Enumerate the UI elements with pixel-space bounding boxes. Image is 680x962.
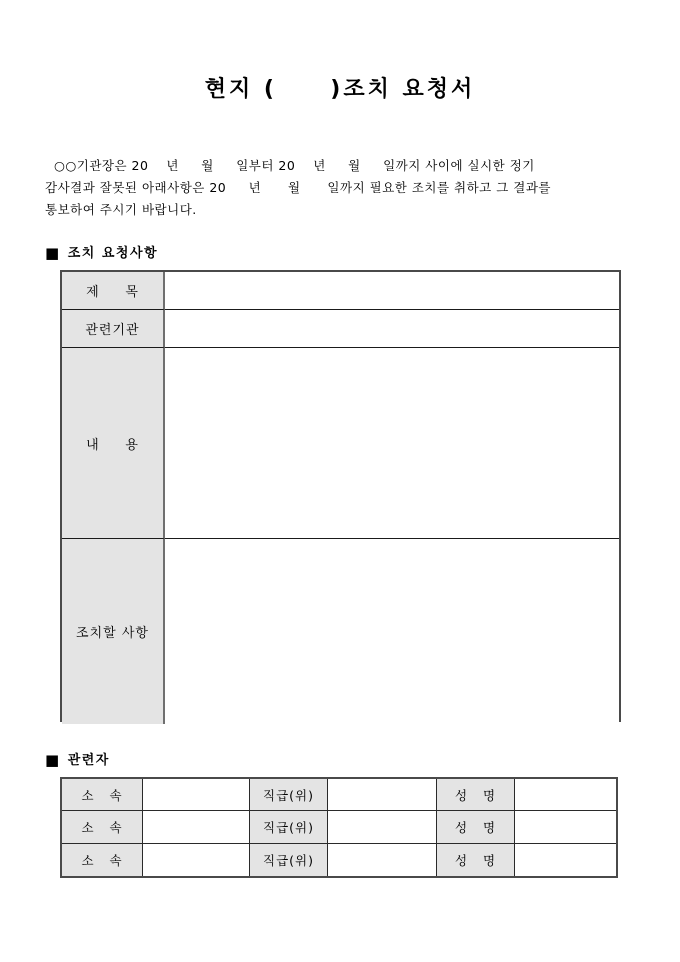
related-table-name-label: 성 명 [437,779,515,811]
request-table-label-actions: 조치할 사항 [62,539,165,724]
request-table-label-title: 제 목 [62,272,165,310]
related-table-name-label: 성 명 [437,844,515,876]
section-bullet-icon: ■ [45,244,61,262]
related-table-affiliation-value[interactable] [143,811,250,843]
section-heading-request [45,242,158,262]
related-table-affiliation-value[interactable] [143,844,250,876]
related-table-name-value[interactable] [515,811,616,843]
related-table-name-value[interactable] [515,844,616,876]
intro-line: 감사결과 잘못된 아래사항은 20 년 월 일까지 필요한 조치를 취하고 그 결과를 [45,180,551,195]
related-table-affiliation-label: 소 속 [62,779,143,811]
request-table-label-content: 내 용 [62,348,165,539]
request-table-value-actions[interactable] [165,539,619,724]
related-table-affiliation-label: 소 속 [62,811,143,843]
intro-paragraph [45,155,645,221]
section-heading-label: 관련자 [67,753,110,768]
section-heading-label: 조치 요청사항 [67,246,159,261]
related-table-position-label: 직급(위) [250,779,328,811]
related-table-position-value[interactable] [328,811,437,843]
related-table [60,777,618,878]
related-table-position-label: 직급(위) [250,811,328,843]
request-table-label-agency: 관련기관 [62,310,165,348]
related-table-position-value[interactable] [328,844,437,876]
related-table-position-label: 직급(위) [250,844,328,876]
page-title: 현지 ( )조치 요청서 [204,77,476,102]
request-table [60,270,621,722]
section-heading-related [45,749,110,769]
intro-line: 통보하여 주시기 바랍니다. [45,202,197,217]
related-table-affiliation-value[interactable] [143,779,250,811]
related-table-affiliation-label: 소 속 [62,844,143,876]
request-table-value-content[interactable] [165,348,619,539]
intro-line: ○○기관장은 20 년 월 일부터 20 년 월 일까지 사이에 실시한 정기 [45,158,535,173]
request-table-value-title[interactable] [165,272,619,310]
request-table-value-agency[interactable] [165,310,619,348]
related-table-position-value[interactable] [328,779,437,811]
related-table-name-value[interactable] [515,779,616,811]
related-table-name-label: 성 명 [437,811,515,843]
section-bullet-icon: ■ [45,751,61,769]
